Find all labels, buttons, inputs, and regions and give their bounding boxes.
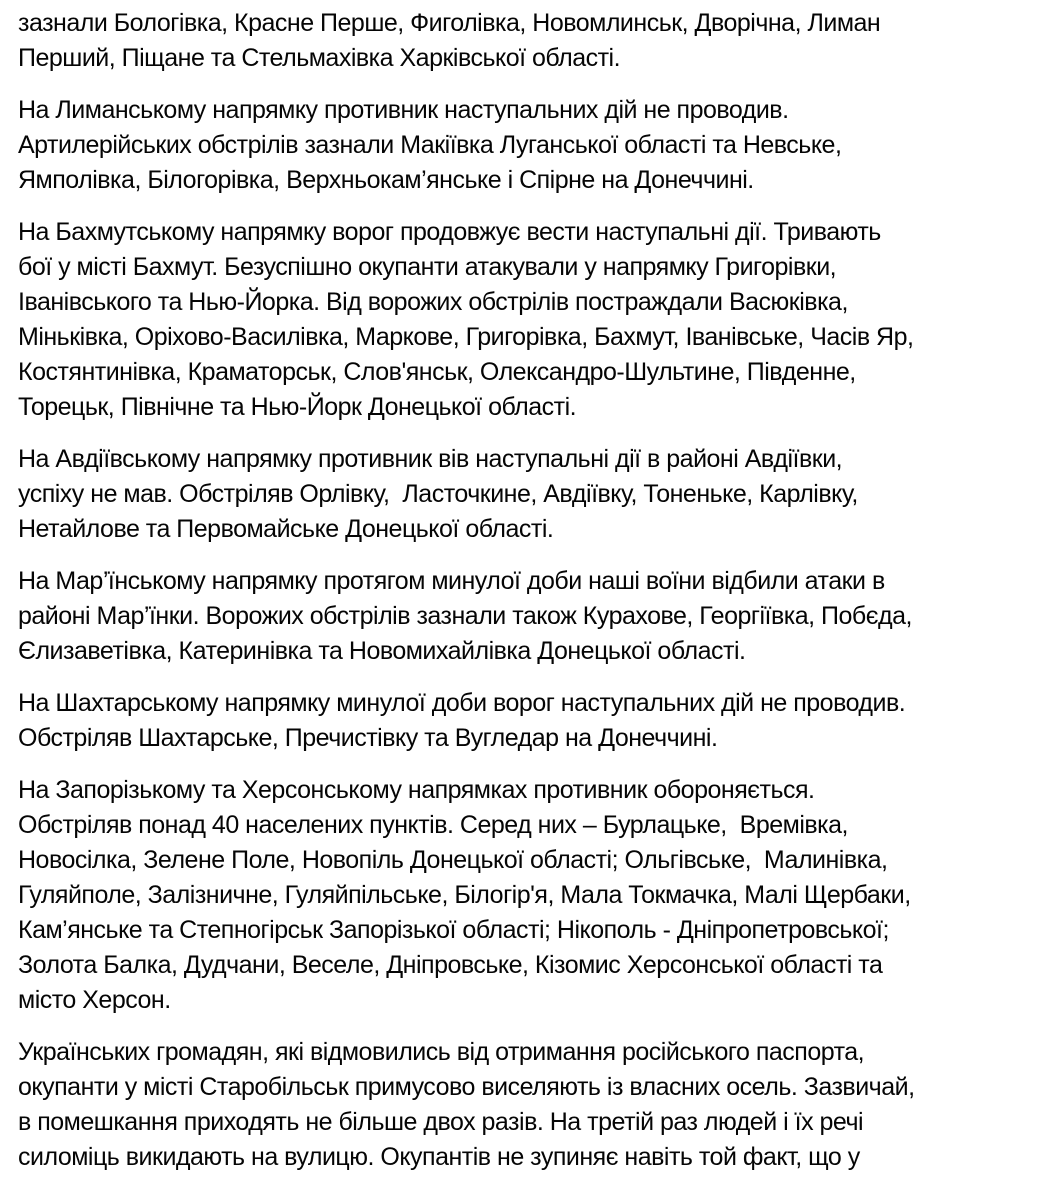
paragraph bbox=[18, 442, 1034, 547]
text-line: Золота Балка, Дудчани, Веселе, Дніпровське, Кізомис Херсонської області та bbox=[18, 951, 883, 979]
text-line: На Запорізькому та Херсонському напрямках противник обороняється. bbox=[18, 776, 815, 804]
paragraph bbox=[18, 1035, 1034, 1175]
text-line: Міньківка, Оріхово-Василівка, Маркове, Григорівка, Бахмут, Іванівське, Часів Яр, bbox=[18, 323, 914, 351]
text-line: окупанти у місті Старобільськ примусово виселяють із власних осель. Зазвичай, bbox=[18, 1073, 915, 1101]
text-line: бої у місті Бахмут. Безуспішно окупанти атакували у напрямку Григорівки, bbox=[18, 253, 837, 281]
text-line: Українських громадян, які відмовились від отримання російського паспорта, bbox=[18, 1038, 865, 1066]
text-line: Ямполівка, Білогорівка, Верхньокам’янське і Спірне на Донеччині. bbox=[18, 166, 754, 194]
text-line: На Авдіївському напрямку противник вів наступальні дії в районі Авдіївки, bbox=[18, 445, 843, 473]
text-line: місто Херсон. bbox=[18, 986, 171, 1014]
text-line: Гуляйполе, Залізничне, Гуляйпільське, Білогір'я, Мала Токмачка, Малі Щербаки, bbox=[18, 881, 911, 909]
paragraph bbox=[18, 6, 1034, 76]
paragraph bbox=[18, 93, 1034, 198]
text-line: Кам’янське та Степногірськ Запорізької області; Нікополь - Дніпропетровської; bbox=[18, 916, 889, 944]
text-line: Торецьк, Північне та Нью-Йорк Донецької області. bbox=[18, 393, 577, 421]
text-line: На Лиманському напрямку противник наступальних дій не проводив. bbox=[18, 96, 789, 124]
text-line: районі Мар’їнки. Ворожих обстрілів зазнали також Курахове, Георгіївка, Побєда, bbox=[18, 602, 912, 630]
text-line: Обстріляв понад 40 населених пунктів. Серед них – Бурлацьке, Времівка, bbox=[18, 811, 848, 839]
text-line: Перший, Піщане та Стельмахівка Харківської області. bbox=[18, 44, 621, 72]
text-line: силоміць викидають на вулицю. Окупантів не зупиняє навіть той факт, що у bbox=[18, 1143, 860, 1171]
text-line: На Бахмутському напрямку ворог продовжує вести наступальні дії. Тривають bbox=[18, 218, 881, 246]
text-line: На Шахтарському напрямку минулої доби ворог наступальних дій не проводив. bbox=[18, 689, 906, 717]
text-line: Нетайлове та Первомайське Донецької області. bbox=[18, 515, 554, 543]
text-line: Новосілка, Зелене Поле, Новопіль Донецької області; Ольгівське, Малинівка, bbox=[18, 846, 888, 874]
paragraph bbox=[18, 215, 1034, 425]
text-line: На Мар’їнському напрямку протягом минулої доби наші воїни відбили атаки в bbox=[18, 567, 885, 595]
text-line: Обстріляв Шахтарське, Пречистівку та Вугледар на Донеччині. bbox=[18, 724, 718, 752]
text-line: зазнали Бологівка, Красне Перше, Фиголівка, Новомлинськ, Дворічна, Лиман bbox=[18, 9, 881, 37]
paragraph bbox=[18, 773, 1034, 1018]
text-line: Єлизаветівка, Катеринівка та Новомихайлівка Донецької області. bbox=[18, 637, 746, 665]
paragraph bbox=[18, 686, 1034, 756]
text-line: успіху не мав. Обстріляв Орлівку, Ласточкине, Авдіївку, Тоненьке, Карлівку, bbox=[18, 480, 858, 508]
paragraph bbox=[18, 564, 1034, 669]
text-line: Іванівського та Нью-Йорка. Від ворожих обстрілів постраждали Васюківка, bbox=[18, 288, 848, 316]
text-line: в помешкання приходять не більше двох разів. На третій раз людей і їх речі bbox=[18, 1108, 864, 1136]
text-line: Костянтинівка, Краматорськ, Слов'янськ, Олександро-Шультине, Південне, bbox=[18, 358, 856, 386]
text-line: Артилерійських обстрілів зазнали Макіївка Луганської області та Невське, bbox=[18, 131, 842, 159]
